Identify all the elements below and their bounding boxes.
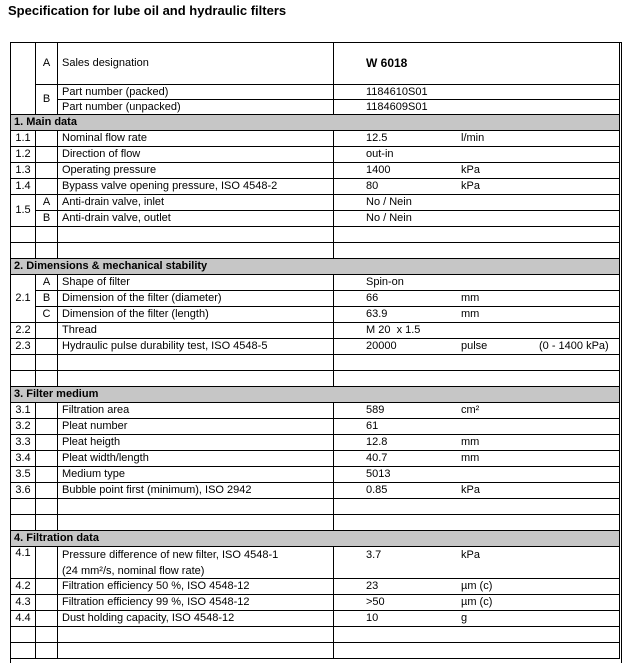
row-label: Pleat heigth xyxy=(58,435,334,451)
table-row xyxy=(11,355,620,371)
row-num: 3.1 xyxy=(11,403,36,419)
table-row xyxy=(11,627,620,643)
section-header: 2. Dimensions & mechanical stability xyxy=(11,259,620,275)
row-value-cell xyxy=(334,419,620,435)
table-frame xyxy=(10,42,622,663)
row-value-cell xyxy=(334,371,620,387)
group-num-cell xyxy=(11,43,36,115)
table-row xyxy=(11,595,620,611)
row-value-cell xyxy=(334,483,620,499)
row-label: Hydraulic pulse durability test, ISO 4548-5 xyxy=(58,339,334,355)
row-label xyxy=(58,227,334,243)
row-value-cell xyxy=(334,291,620,307)
row-value: 66 xyxy=(366,292,379,304)
table-row xyxy=(11,85,620,100)
row-num: 1.5 xyxy=(11,195,36,227)
row-letter xyxy=(36,579,58,595)
table-row xyxy=(11,403,620,419)
table-row xyxy=(11,307,620,323)
page-title: Specification for lube oil and hydraulic filters xyxy=(8,3,287,18)
row-value: 61 xyxy=(366,420,379,432)
row-value: 10 xyxy=(366,612,379,624)
row-value-cell xyxy=(334,85,620,100)
row-letter xyxy=(36,547,58,579)
row-value: 1400 xyxy=(366,164,391,176)
row-value-cell xyxy=(334,339,620,355)
row-value-cell xyxy=(334,147,620,163)
row-num: 4.2 xyxy=(11,579,36,595)
row-value-cell xyxy=(334,467,620,483)
row-value: No / Nein xyxy=(366,196,412,208)
row-num xyxy=(11,499,36,515)
row-value-cell xyxy=(334,323,620,339)
row-value: 80 xyxy=(366,180,379,192)
table-row xyxy=(11,243,620,259)
row-value: out-in xyxy=(366,148,394,160)
row-letter xyxy=(36,179,58,195)
row-letter xyxy=(36,227,58,243)
row-value: 20000 xyxy=(366,340,397,352)
section-header: 1. Main data xyxy=(11,115,620,131)
row-letter xyxy=(36,643,58,659)
row-letter: A xyxy=(36,195,58,211)
row-letter xyxy=(36,451,58,467)
table-row xyxy=(11,499,620,515)
table-row xyxy=(11,371,620,387)
table-row xyxy=(11,115,620,131)
row-value: 589 xyxy=(366,404,385,416)
row-num: 2.3 xyxy=(11,339,36,355)
row-label xyxy=(58,643,334,659)
row-value-cell xyxy=(334,211,620,227)
row-value-cell xyxy=(334,403,620,419)
table-row xyxy=(11,419,620,435)
row-unit: cm² xyxy=(461,404,480,416)
row-letter xyxy=(36,499,58,515)
row-unit: mm xyxy=(461,308,480,320)
table-row xyxy=(11,435,620,451)
table-row xyxy=(11,163,620,179)
row-label xyxy=(58,515,334,531)
row-value-cell xyxy=(334,307,620,323)
table-row xyxy=(11,451,620,467)
row-letter xyxy=(36,163,58,179)
row-value: 12.8 xyxy=(366,436,388,448)
row-letter xyxy=(36,595,58,611)
row-unit: kPa xyxy=(461,549,480,561)
row-num: 3.5 xyxy=(11,467,36,483)
table-row xyxy=(11,531,620,547)
row-label: Dust holding capacity, ISO 4548-12 xyxy=(58,611,334,627)
row-label: Anti-drain valve, outlet xyxy=(58,211,334,227)
row-label: Part number (packed) xyxy=(58,85,334,100)
row-num: 1.3 xyxy=(11,163,36,179)
row-value-cell xyxy=(334,595,620,611)
section-header: 3. Filter medium xyxy=(11,387,620,403)
row-label: Medium type xyxy=(58,467,334,483)
row-num: 1.4 xyxy=(11,179,36,195)
row-label: Anti-drain valve, inlet xyxy=(58,195,334,211)
row-num: 3.3 xyxy=(11,435,36,451)
row-value-cell xyxy=(334,227,620,243)
row-value: >50 xyxy=(366,596,385,608)
row-label xyxy=(58,499,334,515)
row-label: Dimension of the filter (length) xyxy=(58,307,334,323)
row-value-cell xyxy=(334,627,620,643)
row-num: 3.4 xyxy=(11,451,36,467)
row-num: 4.1 xyxy=(11,547,36,579)
row-label: Dimension of the filter (diameter) xyxy=(58,291,334,307)
row-letter: B xyxy=(36,291,58,307)
row-value-cell xyxy=(334,451,620,467)
row-num: 1.1 xyxy=(11,131,36,147)
row-num xyxy=(11,515,36,531)
row-letter xyxy=(36,611,58,627)
row-label xyxy=(58,355,334,371)
row-value: 63.9 xyxy=(366,308,388,320)
table-row xyxy=(11,195,620,211)
spec-table xyxy=(10,42,620,659)
row-num xyxy=(11,243,36,259)
table-row xyxy=(11,323,620,339)
row-value: 5013 xyxy=(366,468,391,480)
row-value-cell xyxy=(334,547,620,579)
table-row xyxy=(11,100,620,115)
row-num xyxy=(11,643,36,659)
row-value: 3.7 xyxy=(366,549,382,561)
table-row xyxy=(11,147,620,163)
row-value: 12.5 xyxy=(366,132,388,144)
row-label-line2: (24 mm²/s, nominal flow rate) xyxy=(62,565,205,577)
row-label xyxy=(58,371,334,387)
row-unit: mm xyxy=(461,292,480,304)
row-value: 40.7 xyxy=(366,452,388,464)
row-value: Spin-on xyxy=(366,276,404,288)
row-value-cell xyxy=(334,515,620,531)
part-number-unpacked-value: 1184609S01 xyxy=(366,100,428,113)
row-num xyxy=(11,627,36,643)
row-label: Operating pressure xyxy=(58,163,334,179)
row-letter xyxy=(36,515,58,531)
table-row xyxy=(11,515,620,531)
row-value-cell xyxy=(334,499,620,515)
row-value-cell xyxy=(334,275,620,291)
row-letter xyxy=(36,403,58,419)
row-value-cell xyxy=(334,355,620,371)
row-unit: kPa xyxy=(461,164,480,176)
table-row xyxy=(11,387,620,403)
table-row xyxy=(11,291,620,307)
row-letter xyxy=(36,483,58,499)
row-unit: µm (c) xyxy=(461,580,493,592)
row-num: 4.3 xyxy=(11,595,36,611)
row-label: Pleat width/length xyxy=(58,451,334,467)
row-unit: mm xyxy=(461,436,480,448)
table-row xyxy=(11,547,620,579)
table-row xyxy=(11,131,620,147)
part-number-packed-value: 1184610S01 xyxy=(366,85,428,98)
row-label xyxy=(58,627,334,643)
row-label: Pleat number xyxy=(58,419,334,435)
table-row xyxy=(11,483,620,499)
row-unit: kPa xyxy=(461,180,480,192)
sales-designation-value: W 6018 xyxy=(366,56,408,70)
row-label: Nominal flow rate xyxy=(58,131,334,147)
row-num: 3.6 xyxy=(11,483,36,499)
row-label xyxy=(58,243,334,259)
row-value-cell xyxy=(334,179,620,195)
row-letter: B xyxy=(36,85,58,115)
row-value-cell xyxy=(334,579,620,595)
row-unit: pulse xyxy=(461,340,488,352)
row-unit: mm xyxy=(461,452,480,464)
table-row xyxy=(11,339,620,355)
row-letter: B xyxy=(36,211,58,227)
row-unit: µm (c) xyxy=(461,596,493,608)
table-row xyxy=(11,643,620,659)
row-label: Thread xyxy=(58,323,334,339)
row-value-cell xyxy=(334,435,620,451)
row-label: Bypass valve opening pressure, ISO 4548-2 xyxy=(58,179,334,195)
row-value-cell xyxy=(334,163,620,179)
row-label: Part number (unpacked) xyxy=(58,100,334,115)
row-note: (0 - 1400 kPa) xyxy=(539,340,609,352)
row-value-cell xyxy=(334,243,620,259)
row-letter: A xyxy=(36,275,58,291)
row-num xyxy=(11,371,36,387)
row-label: Filtration efficiency 99 %, ISO 4548-12 xyxy=(58,595,334,611)
row-label: Filtration area xyxy=(58,403,334,419)
row-value-cell xyxy=(334,643,620,659)
row-value-cell xyxy=(334,131,620,147)
table-row xyxy=(11,259,620,275)
table-row xyxy=(11,467,620,483)
row-label: Shape of filter xyxy=(58,275,334,291)
row-value: M 20 x 1.5 xyxy=(366,324,421,336)
table-row xyxy=(11,227,620,243)
row-letter: C xyxy=(36,307,58,323)
row-label xyxy=(58,547,334,579)
row-letter: A xyxy=(36,43,58,85)
row-value: 0.85 xyxy=(366,484,388,496)
table-row xyxy=(11,611,620,627)
row-num xyxy=(11,227,36,243)
row-letter xyxy=(36,371,58,387)
row-letter xyxy=(36,147,58,163)
row-num: 2.2 xyxy=(11,323,36,339)
row-label-line1: Pressure difference of new filter, ISO 4548-1 xyxy=(62,549,279,561)
table-row xyxy=(11,275,620,291)
row-num: 2.1 xyxy=(11,275,36,323)
row-letter xyxy=(36,419,58,435)
row-letter xyxy=(36,323,58,339)
row-value: No / Nein xyxy=(366,212,412,224)
row-letter xyxy=(36,339,58,355)
row-value-cell xyxy=(334,611,620,627)
row-unit: g xyxy=(461,612,468,624)
row-letter xyxy=(36,435,58,451)
row-label: Filtration efficiency 50 %, ISO 4548-12 xyxy=(58,579,334,595)
row-label: Bubble point first (minimum), ISO 2942 xyxy=(58,483,334,499)
table-row xyxy=(11,579,620,595)
row-label: Direction of flow xyxy=(58,147,334,163)
row-letter xyxy=(36,131,58,147)
row-num: 3.2 xyxy=(11,419,36,435)
table-row xyxy=(11,211,620,227)
row-letter xyxy=(36,243,58,259)
row-letter xyxy=(36,627,58,643)
row-unit: kPa xyxy=(461,484,480,496)
row-letter xyxy=(36,467,58,483)
row-label: Sales designation xyxy=(58,43,334,85)
section-header: 4. Filtration data xyxy=(11,531,620,547)
row-letter xyxy=(36,355,58,371)
table-row xyxy=(11,179,620,195)
row-value-cell xyxy=(334,100,620,115)
row-unit: l/min xyxy=(461,132,485,144)
spec-table-body xyxy=(11,43,620,659)
row-value: 23 xyxy=(366,580,379,592)
row-value-cell xyxy=(334,195,620,211)
row-num: 1.2 xyxy=(11,147,36,163)
row-num xyxy=(11,355,36,371)
row-num: 4.4 xyxy=(11,611,36,627)
row-value-cell xyxy=(334,43,620,85)
table-row xyxy=(11,43,620,85)
